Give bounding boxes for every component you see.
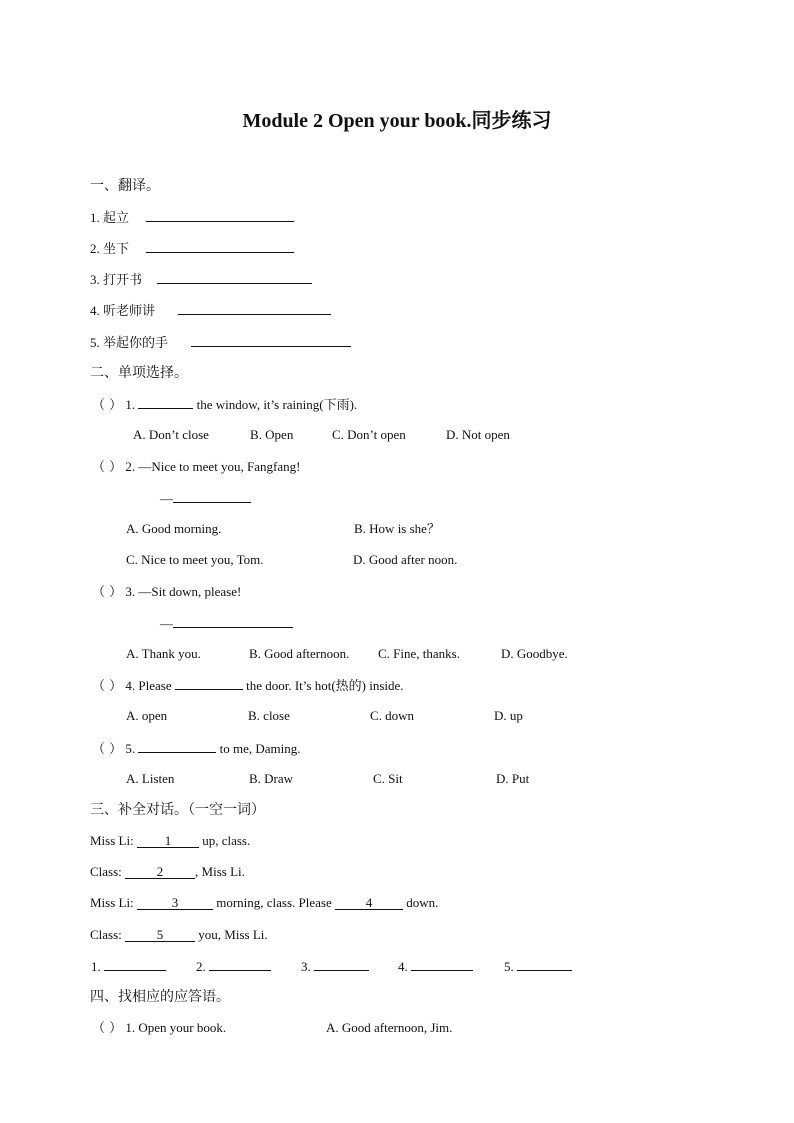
translate-item-4 — [90, 301, 331, 321]
answer-slot-1 — [91, 957, 166, 976]
mc-question-4 — [92, 676, 404, 696]
mc-options-2b — [0, 551, 794, 569]
item-number: 2. — [90, 241, 100, 256]
mc-response-3 — [160, 614, 293, 633]
option-b[interactable]: B. How is she？ — [354, 521, 440, 536]
question-number: 3. — [125, 584, 136, 599]
answer-number: 2. — [196, 959, 206, 974]
option-a[interactable]: A. Good morning. — [126, 521, 222, 536]
option-a[interactable]: A. open — [126, 708, 168, 723]
speaker: Class: — [90, 927, 122, 942]
match-answer-a[interactable]: A. Good afternoon, Jim. — [326, 1020, 453, 1035]
option-d[interactable]: D. Put — [496, 771, 530, 786]
answer-blank[interactable] — [517, 957, 572, 971]
question-text: Open your book. — [138, 1020, 227, 1035]
speaker: Miss Li: — [90, 833, 134, 848]
answer-number: 5. — [504, 959, 514, 974]
dialogue-blank-4[interactable]: 4 — [335, 896, 403, 910]
page-title: Module 2 Open your book.同步练习 — [242, 110, 552, 132]
answer-paren[interactable]: （ ） — [92, 679, 123, 694]
answer-paren[interactable]: （ ） — [92, 1021, 123, 1036]
question-text: the window, it’s raining(下雨). — [196, 397, 358, 412]
section-3-heading: 三、补全对话。（一空一词） — [90, 802, 265, 818]
dialogue-text: morning, class. Please — [216, 895, 332, 910]
answer-blank[interactable] — [138, 395, 193, 409]
answer-number: 3. — [301, 959, 311, 974]
section-4-heading: 四、找相应的应答语。 — [90, 989, 230, 1005]
dialogue-line-3 — [90, 894, 438, 912]
dialogue-blank-1[interactable]: 1 — [137, 834, 199, 848]
option-d[interactable]: D. Good after noon. — [353, 552, 458, 567]
dialogue-text: up, class. — [202, 833, 251, 848]
option-c[interactable]: C. Sit — [373, 771, 403, 786]
dialogue-line-4 — [90, 926, 268, 944]
answer-row — [0, 957, 794, 975]
question-number: 5. — [125, 741, 136, 756]
option-b[interactable]: B. close — [248, 708, 290, 723]
answer-blank[interactable] — [104, 957, 166, 971]
dialogue-blank-2[interactable]: 2 — [125, 865, 195, 879]
answer-slot-3 — [301, 957, 369, 976]
mc-question-1 — [92, 395, 357, 415]
mc-question-5 — [92, 739, 301, 759]
answer-paren[interactable]: （ ） — [92, 585, 123, 600]
answer-blank[interactable] — [178, 301, 331, 315]
option-a[interactable]: A. Listen — [126, 771, 175, 786]
question-text: —Sit down, please! — [138, 584, 242, 599]
translate-item-2 — [90, 239, 294, 259]
question-number: 1. — [125, 397, 136, 412]
question-text-after: the door. It’s hot(热的) inside. — [246, 678, 404, 693]
mc-response-2 — [160, 489, 251, 508]
item-text: 起立 — [103, 211, 130, 226]
dialogue-line-1 — [90, 832, 250, 850]
answer-slot-5 — [504, 957, 572, 976]
answer-blank[interactable] — [157, 270, 312, 284]
mc-question-3 — [92, 583, 241, 602]
section-1-heading: 一、翻译。 — [90, 178, 160, 194]
match-question — [92, 1019, 226, 1038]
answer-blank[interactable] — [191, 333, 351, 347]
answer-paren[interactable]: （ ） — [92, 398, 123, 413]
option-a[interactable]: A. Don’t close — [133, 427, 209, 442]
item-text: 听老师讲 — [103, 304, 156, 319]
item-text: 打开书 — [103, 273, 143, 288]
option-c[interactable]: C. down — [370, 708, 415, 723]
item-text: 举起你的手 — [103, 336, 169, 351]
dash: — — [160, 616, 173, 631]
option-c[interactable]: C. Fine, thanks. — [378, 646, 460, 661]
question-text: —Nice to meet you, Fangfang! — [138, 459, 301, 474]
mc-question-2 — [92, 458, 300, 477]
answer-blank[interactable] — [173, 489, 251, 503]
dialogue-line-2 — [90, 863, 245, 881]
answer-paren[interactable]: （ ） — [92, 460, 123, 475]
dialogue-blank-3[interactable]: 3 — [137, 896, 213, 910]
question-text-before: Please — [138, 678, 172, 693]
answer-blank[interactable] — [411, 957, 473, 971]
dash: — — [160, 491, 173, 506]
option-b[interactable]: B. Draw — [249, 771, 294, 786]
mc-options-1 — [0, 426, 794, 444]
option-c[interactable]: C. Don’t open — [332, 427, 406, 442]
dialogue-text: you, Miss Li. — [198, 927, 268, 942]
translate-item-5 — [90, 333, 351, 353]
question-number: 2. — [125, 459, 136, 474]
answer-number: 1. — [91, 959, 101, 974]
answer-blank[interactable] — [138, 739, 216, 753]
mc-options-4 — [0, 707, 794, 725]
question-number: 1. — [125, 1020, 136, 1035]
answer-blank[interactable] — [175, 676, 243, 690]
mc-options-5 — [0, 770, 794, 788]
option-a[interactable]: A. Thank you. — [126, 646, 201, 661]
answer-blank[interactable] — [314, 957, 369, 971]
dialogue-text: , Miss Li. — [195, 864, 245, 879]
translate-item-1 — [90, 208, 294, 228]
question-text: to me, Daming. — [219, 741, 301, 756]
match-row-1 — [0, 1019, 794, 1037]
item-number: 1. — [90, 210, 100, 225]
answer-number: 4. — [398, 959, 408, 974]
option-c[interactable]: C. Nice to meet you, Tom. — [126, 552, 264, 567]
speaker: Miss Li: — [90, 895, 134, 910]
section-2-heading: 二、单项选择。 — [90, 365, 188, 381]
option-d[interactable]: D. Not open — [446, 427, 510, 442]
answer-paren[interactable]: （ ） — [92, 742, 123, 757]
mc-options-2a — [0, 520, 794, 538]
answer-slot-2 — [196, 957, 271, 976]
answer-blank[interactable] — [146, 239, 294, 253]
option-b[interactable]: B. Good afternoon. — [249, 646, 350, 661]
item-number: 5. — [90, 335, 100, 350]
translate-item-3 — [90, 270, 312, 290]
item-number: 3. — [90, 272, 100, 287]
option-d[interactable]: D. up — [494, 708, 523, 723]
answer-blank[interactable] — [146, 208, 294, 222]
dialogue-text-end: down. — [406, 895, 439, 910]
question-number: 4. — [125, 678, 136, 693]
answer-blank[interactable] — [209, 957, 271, 971]
speaker: Class: — [90, 864, 122, 879]
mc-options-3 — [0, 645, 794, 663]
answer-blank[interactable] — [173, 614, 293, 628]
item-text: 坐下 — [103, 242, 130, 257]
item-number: 4. — [90, 303, 100, 318]
option-d[interactable]: D. Goodbye. — [501, 646, 568, 661]
option-b[interactable]: B. Open — [250, 427, 294, 442]
answer-slot-4 — [398, 957, 473, 976]
dialogue-blank-5[interactable]: 5 — [125, 928, 195, 942]
